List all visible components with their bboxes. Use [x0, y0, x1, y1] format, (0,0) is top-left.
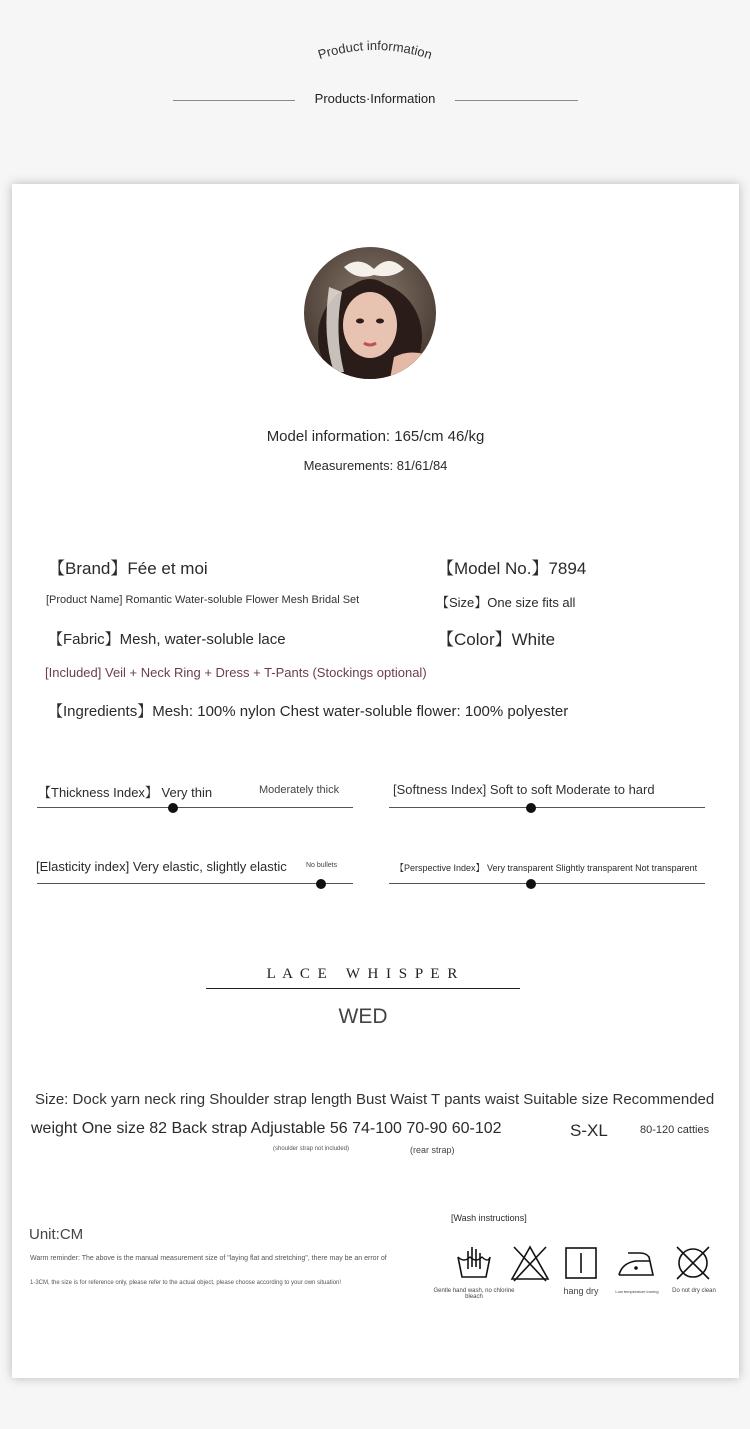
- hang-dry-icon: [561, 1243, 601, 1283]
- spec-fabric: 【Fabric】Mesh, water-soluble lace: [48, 631, 286, 648]
- spec-model-no: 【Model No.】7894: [437, 559, 587, 578]
- spec-color: 【Color】White: [437, 630, 556, 649]
- softness-marker: [526, 803, 536, 813]
- thickness-marker: [168, 803, 178, 813]
- hand-wash-icon: [454, 1243, 494, 1283]
- low-iron-icon: [616, 1243, 656, 1283]
- lace-whisper-banner: L A C E W H I S P E R: [266, 966, 460, 982]
- perspective-track: [389, 883, 705, 884]
- softness-index-label: [Softness Index] Soft to soft Moderate to hard: [393, 782, 655, 797]
- reminder-line-1: Warm reminder: The above is the manual measurement size of "laying flat and stretching", there may be an error of: [30, 1255, 387, 1262]
- wash-label-hang-dry: hang dry: [563, 1286, 599, 1296]
- svg-text:Product information: [316, 38, 434, 62]
- thickness-index-label: 【Thickness Index】 Very thin: [38, 785, 213, 800]
- wash-label-no-dry-clean: Do not dry clean: [672, 1288, 716, 1294]
- elasticity-marker: [316, 879, 326, 889]
- elasticity-track: [37, 883, 353, 884]
- size-table-header: Size: Dock yarn neck ring Shoulder strap length Bust Waist T pants waist Suitable size Recommended: [35, 1091, 715, 1108]
- size-table-row: weight One size 82 Back strap Adjustable 56 74-100 70-90 60-102: [31, 1120, 502, 1137]
- spec-size: 【Size】One size fits all: [436, 595, 576, 610]
- perspective-marker: [526, 879, 536, 889]
- spec-ingredients: 【Ingredients】Mesh: 100% nylon Chest water-soluble flower: 100% polyester: [48, 703, 569, 720]
- product-info-card: [12, 184, 739, 1378]
- size-note-shoulder: (shoulder strap not included): [273, 1146, 350, 1152]
- model-measurements: Measurements: 81/61/84: [303, 458, 448, 473]
- wash-instructions-title: [Wash instructions]: [451, 1213, 527, 1223]
- unit-label: Unit:CM: [29, 1226, 84, 1243]
- thickness-index-extra: Moderately thick: [259, 784, 340, 796]
- model-avatar: [304, 247, 436, 379]
- wash-label-hand-wash: Gentle hand wash, no chlorine bleach: [433, 1288, 515, 1300]
- elasticity-index-label: [Elasticity index] Very elastic, slightly elastic: [36, 859, 287, 874]
- wed-title: WED: [338, 1005, 388, 1028]
- size-weight: 80-120 catties: [640, 1124, 710, 1136]
- thickness-track: [37, 807, 353, 808]
- wash-label-low-iron: Low temperature ironing: [615, 1289, 659, 1294]
- elasticity-index-extra: No bullets: [306, 862, 338, 869]
- section-subtitle: Products·Information: [314, 91, 436, 106]
- size-note-rear: (rear strap): [410, 1145, 455, 1155]
- perspective-index-label: 【Perspective Index】 Very transparent Slightly transparent Not transparent: [395, 863, 698, 873]
- arc-title-text: Product information: [316, 37, 434, 63]
- no-bleach-icon: [510, 1243, 550, 1283]
- model-info: Model information: 165/cm 46/kg: [266, 428, 485, 445]
- spec-included: [Included] Veil + Neck Ring + Dress + T-Pants (Stockings optional): [45, 665, 427, 680]
- banner-rule: [206, 988, 520, 989]
- spec-product-name: [Product Name] Romantic Water-soluble Flower Mesh Bridal Set: [46, 594, 360, 606]
- no-dry-clean-icon: [673, 1243, 713, 1283]
- arc-section-title: [270, 30, 480, 90]
- softness-track: [389, 807, 705, 808]
- reminder-line-2: 1-3CM, the size is for reference only, please refer to the actual object, please choose according to your own situation!: [30, 1280, 342, 1286]
- spec-brand: 【Brand】Fée et moi: [48, 559, 208, 578]
- size-range: S-XL: [570, 1121, 608, 1140]
